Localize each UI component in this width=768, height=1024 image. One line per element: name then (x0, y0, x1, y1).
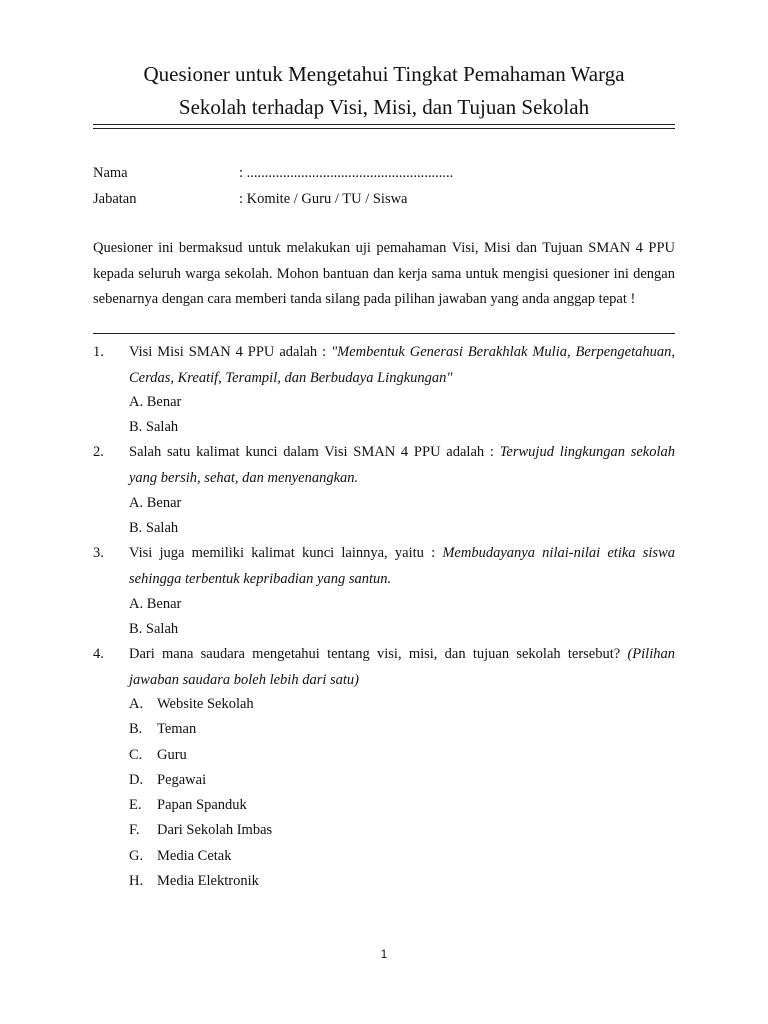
field-value: : ......................................................... (239, 165, 454, 181)
option-4b[interactable] (129, 717, 196, 742)
option-4a[interactable] (129, 692, 254, 717)
option-label: Website Sekolah (157, 696, 254, 712)
question-text (129, 440, 675, 491)
option-4d[interactable] (129, 768, 206, 793)
question-number: 3. (93, 545, 104, 561)
option-letter: G. (129, 848, 144, 864)
question-1 (93, 340, 675, 391)
intro-divider (93, 333, 675, 334)
page-title (93, 58, 675, 124)
field-label: Nama (93, 165, 128, 181)
question-4 (93, 642, 675, 693)
intro-paragraph: Quesioner ini bermaksud untuk melakukan uji pemahaman Visi, Misi dan Tujuan SMAN 4 PPU kepada seluruh warga sekolah. Mohon bantuan dan kerja sama untuk mengisi quesioner ini dengan sebenarnya dengan cara memberi tanda silang pada pilihan jawaban yang anda anggap tepat ! (93, 240, 675, 307)
question-stem: Visi juga memiliki kalimat kunci lainnya, yaitu : (129, 545, 436, 561)
question-number: 4. (93, 646, 104, 662)
option-label: Guru (157, 747, 187, 763)
question-text (129, 642, 675, 693)
page-number: 1 (380, 947, 388, 961)
option-letter: D. (129, 772, 144, 788)
title-line-1: Quesioner untuk Mengetahui Tingkat Pemahaman Warga (143, 62, 625, 86)
question-2 (93, 440, 675, 491)
question-text (129, 541, 675, 592)
question-number: 1. (93, 344, 104, 360)
option-label: Teman (157, 721, 197, 737)
option-4e[interactable] (129, 793, 247, 818)
question-3 (93, 541, 675, 592)
option-letter: F. (129, 822, 140, 838)
option-4f[interactable] (129, 818, 272, 843)
option-3a[interactable]: A. Benar (129, 596, 182, 612)
option-1a[interactable]: A. Benar (129, 394, 182, 410)
question-number: 2. (93, 444, 104, 460)
option-label: Papan Spanduk (157, 797, 247, 813)
field-value: : Komite / Guru / TU / Siswa (239, 191, 408, 207)
option-4c[interactable] (129, 743, 187, 768)
option-4g[interactable] (129, 844, 232, 869)
option-letter: C. (129, 747, 143, 763)
field-label: Jabatan (93, 191, 137, 207)
option-2b[interactable]: B. Salah (129, 520, 179, 536)
question-emphasis: Terwujud lingkungan sekolah yang bersih, sehat, dan menyenangkan. (129, 444, 675, 486)
option-3b[interactable]: B. Salah (129, 621, 179, 637)
question-stem: Visi Misi SMAN 4 PPU adalah : (129, 344, 327, 360)
option-4h[interactable] (129, 869, 259, 894)
title-divider-thin (93, 128, 675, 129)
option-letter: H. (129, 873, 144, 889)
title-line-2: Sekolah terhadap Visi, Misi, dan Tujuan Sekolah (178, 95, 590, 119)
option-letter: A. (129, 696, 144, 712)
option-label: Media Elektronik (157, 873, 259, 889)
option-letter: B. (129, 721, 143, 737)
option-2a[interactable]: A. Benar (129, 495, 182, 511)
option-label: Media Cetak (157, 848, 232, 864)
question-emphasis: "Membentuk Generasi Berakhlak Mulia, Berpengetahuan, Cerdas, Kreatif, Terampil, dan Berbudaya Lingkungan" (129, 344, 675, 386)
option-1b[interactable]: B. Salah (129, 419, 179, 435)
question-stem: Salah satu kalimat kunci dalam Visi SMAN 4 PPU adalah : (129, 444, 494, 460)
option-letter: E. (129, 797, 142, 813)
title-divider (93, 124, 675, 125)
question-emphasis: Membudayanya nilai-nilai etika siswa sehingga terbentuk kepribadian yang santun. (129, 545, 675, 587)
question-emphasis: (Pilihan jawaban saudara boleh lebih dari satu) (129, 646, 675, 688)
option-label: Dari Sekolah Imbas (157, 822, 273, 838)
option-label: Pegawai (157, 772, 207, 788)
question-text (129, 340, 675, 391)
question-stem: Dari mana saudara mengetahui tentang visi, misi, dan tujuan sekolah tersebut? (129, 646, 621, 662)
